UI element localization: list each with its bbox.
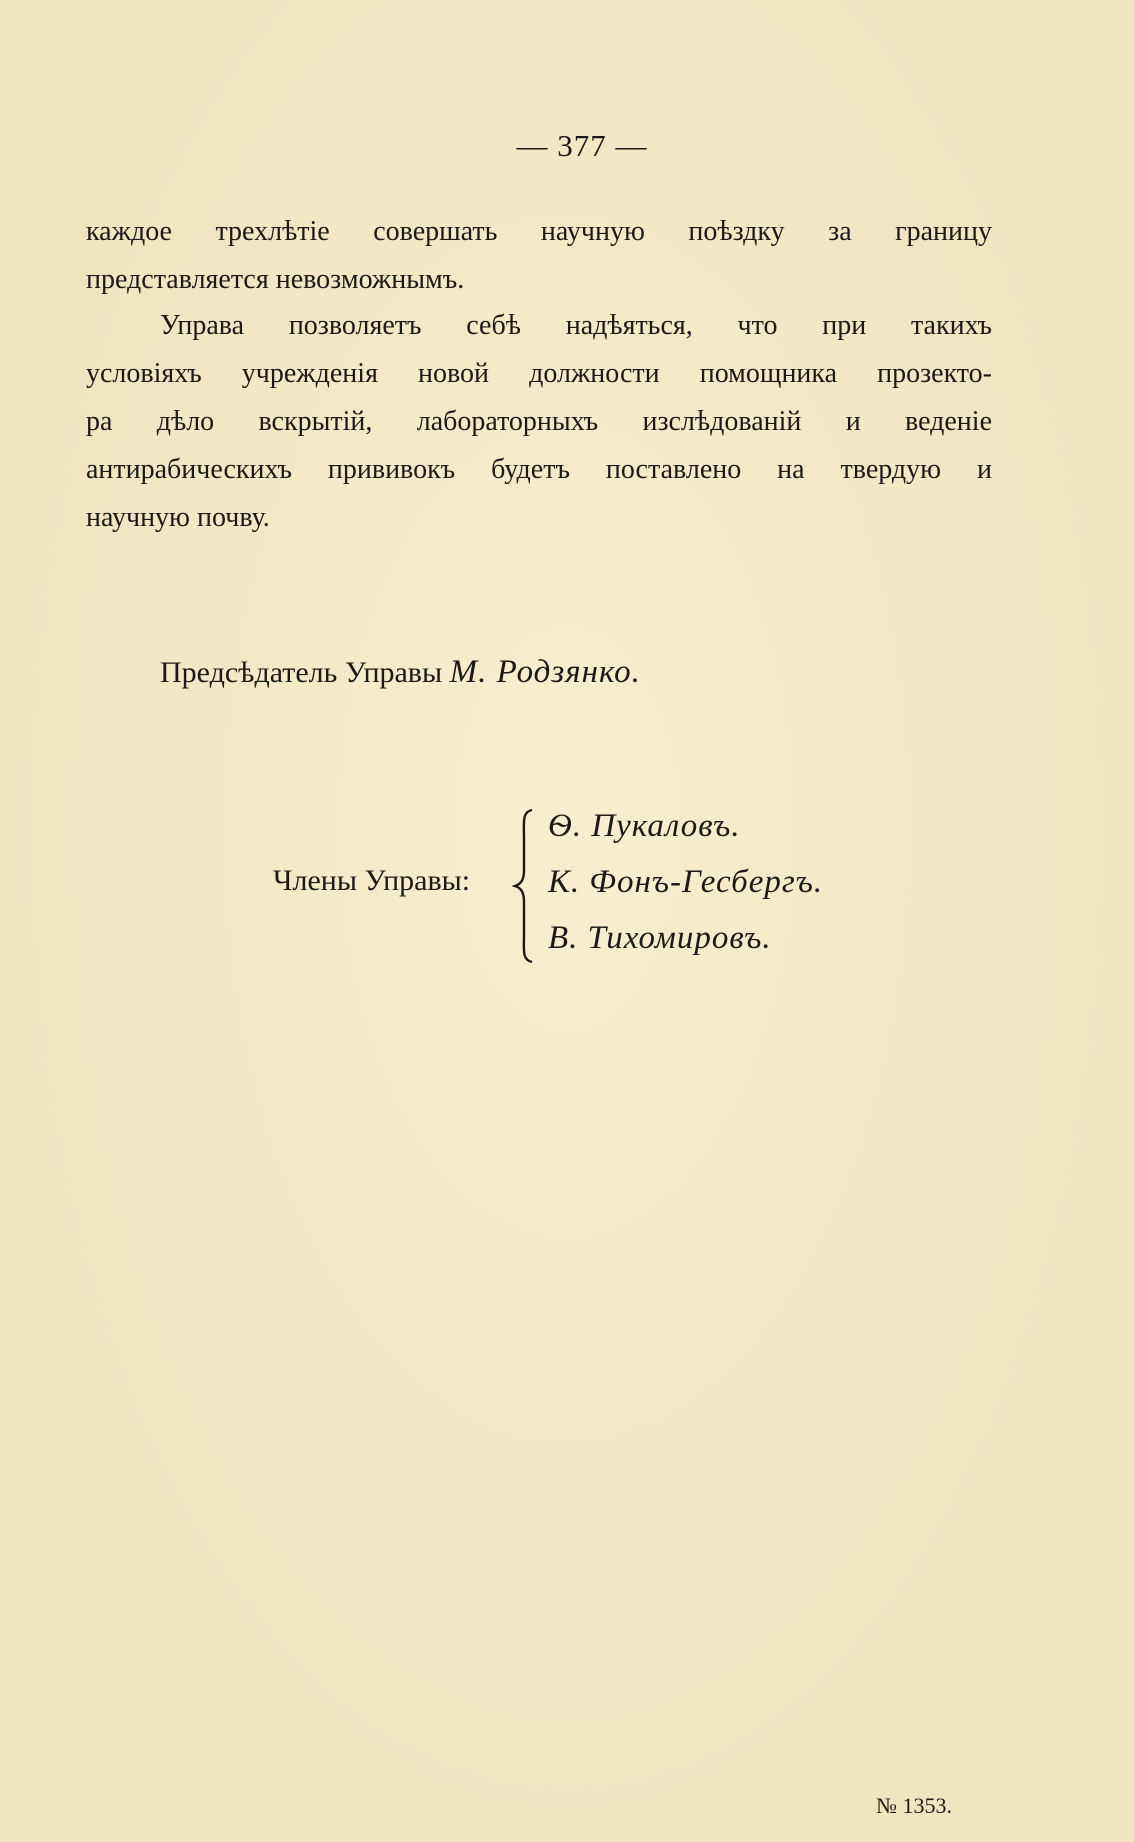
paragraph-2 [86, 302, 992, 542]
member-name: Ѳ. Пукаловъ. [548, 808, 741, 844]
page-number: — 377 — [516, 128, 648, 163]
document-number: № 1353. [876, 1793, 952, 1818]
chairman-signature [160, 654, 641, 691]
text-line: представляется невозможнымъ. [86, 264, 465, 295]
text-line: ра дѣло вскрытій, лабораторныхъ изслѣдованій и веденіе [86, 406, 992, 437]
member-name: К. Фонъ-Гесбергъ. [548, 864, 824, 900]
text-line: каждое трехлѣтіе совершать научную поѣздку за границу [86, 216, 992, 247]
text-line: научную почву. [86, 502, 270, 533]
curly-brace-icon [512, 808, 536, 964]
text-line: Управа позволяетъ себѣ надѣяться, что при такихъ [160, 310, 992, 341]
text-line: условіяхъ учрежденія новой должности помощника прозекто- [86, 358, 992, 389]
chairman-label: Предсѣдатель Управы [160, 656, 443, 689]
chairman-name: М. Родзянко. [449, 654, 641, 690]
members-label: Члены Управы: [273, 864, 471, 897]
member-name: В. Тихомировъ. [548, 920, 772, 956]
paragraph-1 [86, 208, 992, 304]
text-line: антирабическихъ прививокъ будетъ поставлено на твердую и [86, 454, 992, 485]
